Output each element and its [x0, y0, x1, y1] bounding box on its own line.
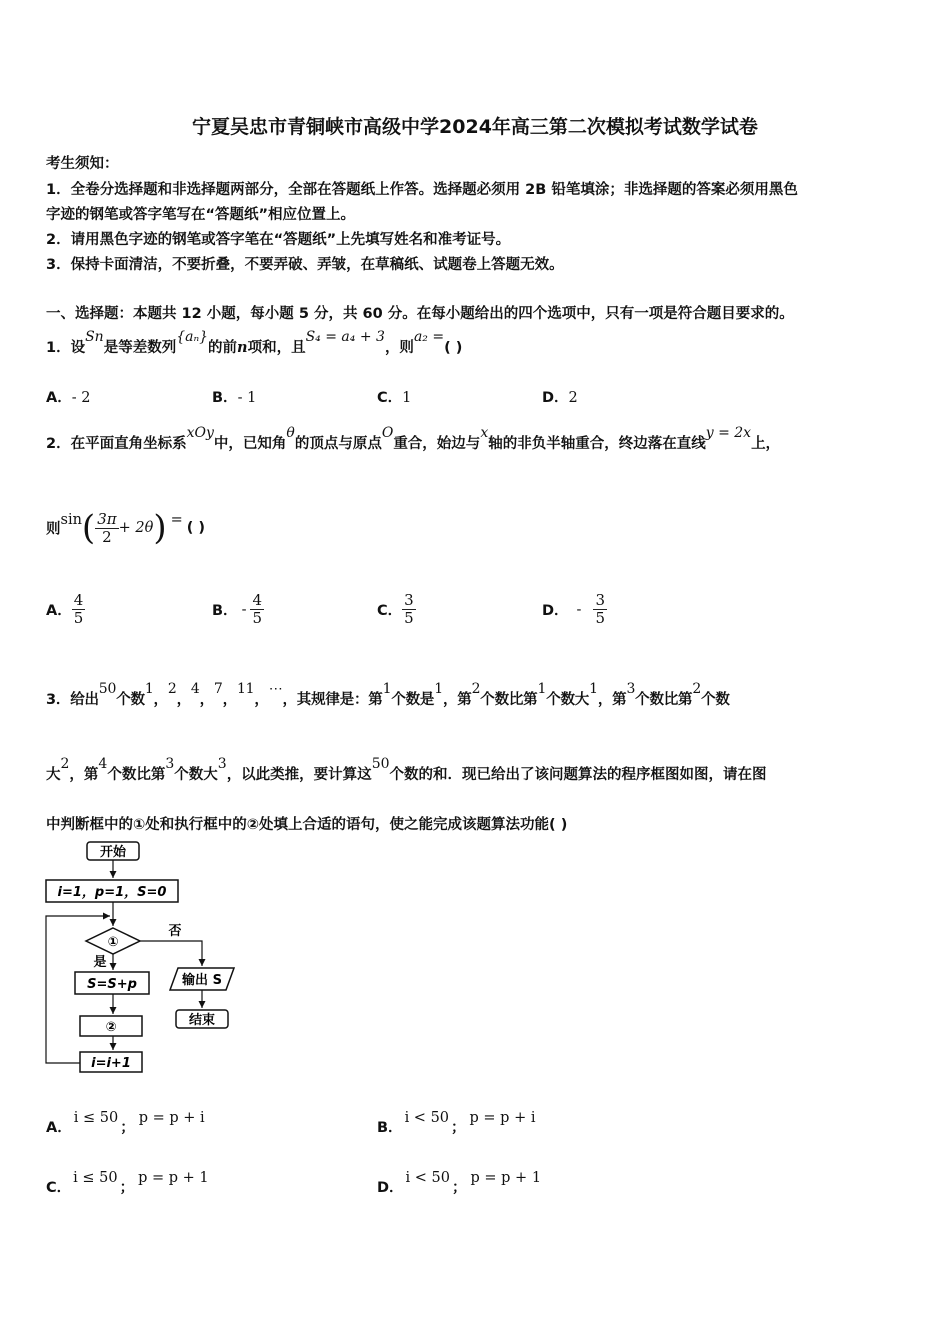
q1-equation: S₄ = a₄ + 3	[305, 329, 385, 345]
q3-number: 2	[60, 756, 70, 772]
option-label: B．	[377, 1120, 403, 1136]
q2-fraction	[95, 511, 118, 546]
q3-number: 11	[236, 681, 255, 697]
q3-text: 个数比第	[480, 692, 538, 708]
q3-option-d[interactable]	[377, 1166, 542, 1196]
option-value: - 1	[237, 390, 257, 406]
option-separator: ；	[120, 1120, 135, 1136]
q1-text: 是等差数列	[103, 340, 177, 356]
q3-option-b[interactable]	[377, 1106, 536, 1136]
flow-init-label: i=1，p=1，S=0	[57, 885, 167, 900]
option-statement: p = p + i	[138, 1110, 205, 1126]
q3-number: 7	[213, 681, 223, 697]
flow-decision-label: ①	[107, 935, 119, 950]
option-label: D．	[542, 603, 569, 619]
question-3	[46, 681, 730, 709]
fraction-numerator: 3	[595, 591, 605, 609]
q2-plus-term: + 2θ	[118, 520, 154, 536]
option-condition: i ≤ 50	[73, 1170, 118, 1186]
flow-start-label: 开始	[99, 845, 127, 860]
q2-sin: sin	[60, 512, 82, 528]
q2-x: x	[480, 425, 489, 441]
fraction-denominator: 5	[595, 609, 605, 627]
option-fraction	[250, 592, 264, 627]
q3-text: ，第	[69, 767, 99, 783]
q2-text: 则	[46, 521, 61, 538]
option-value: 1	[402, 390, 412, 406]
q2-equals: =	[170, 512, 183, 528]
option-separator: ；	[452, 1180, 467, 1196]
program-flowchart	[40, 838, 250, 1083]
flow-yes-label: 是	[93, 955, 107, 970]
q2-text: ( )	[186, 520, 206, 536]
q3-text: 3．给出	[46, 692, 99, 708]
q3-text: ，以此类推，要计算这	[226, 767, 372, 783]
q3-number: 50	[98, 681, 117, 697]
fraction-denominator: 2	[102, 527, 112, 546]
fraction-denominator: 5	[404, 609, 414, 627]
flow-sum-label: S=S+p	[87, 977, 137, 992]
q2-text: 上，	[751, 436, 781, 452]
q3-number: 3	[217, 756, 227, 772]
q3-text: 个数比第	[107, 767, 166, 783]
q2-text: 2．在平面直角坐标系	[46, 436, 187, 452]
q1-text: ，则	[384, 340, 414, 356]
flow-no-arrow	[140, 941, 202, 966]
notice-heading: 考生须知：	[46, 156, 119, 172]
q3-number: 50	[371, 756, 390, 772]
q2-line-equation: y = 2x	[705, 425, 752, 441]
q1-text: 项和，且	[247, 340, 306, 356]
option-statement: p = p + 1	[138, 1170, 209, 1186]
q3-text: 个数比第	[635, 692, 693, 708]
question-3-line-2	[46, 756, 767, 784]
option-value: - 2	[71, 390, 91, 406]
option-label: D．	[377, 1180, 404, 1196]
fraction-denominator: 5	[252, 609, 263, 627]
fraction-numerator: 3π	[97, 509, 117, 528]
q2-xoy: xOy	[186, 425, 214, 441]
q3-number: 1	[434, 681, 443, 697]
flow-step2-label: ②	[105, 1020, 117, 1035]
q1-option-b[interactable]	[212, 386, 256, 407]
option-label: C．	[46, 1180, 72, 1196]
q1-text: 的前	[208, 340, 238, 356]
q2-text: 中，已知角	[213, 436, 287, 452]
q1-text: ( )	[444, 340, 463, 356]
section-heading: 一、选择题：本题共 12 小题，每小题 5 分，共 60 分。在每小题给出的四个选项中，只有一项是符合题目要求的。	[46, 306, 794, 322]
flow-output-label: 输出 S	[182, 973, 222, 988]
q3-text: 个数是	[391, 692, 435, 708]
option-condition: i ≤ 50	[73, 1110, 119, 1126]
flow-increment-label: i=i+1	[91, 1056, 131, 1071]
q3-text: 个数	[701, 692, 730, 708]
q3-number: 3	[165, 756, 175, 772]
q3-text: ，第	[442, 692, 472, 708]
option-label: B．	[212, 603, 238, 619]
q3-option-a[interactable]	[46, 1106, 205, 1136]
q1-a2: a₂ =	[413, 329, 445, 345]
q3-text: 个数大	[174, 767, 218, 783]
q3-text: 个数	[116, 692, 145, 708]
option-label: D．	[542, 390, 569, 406]
q3-number: 3	[626, 681, 636, 697]
option-sign: -	[241, 601, 247, 618]
q3-text: ，其规律是：第	[282, 692, 383, 708]
q1-option-c[interactable]	[377, 386, 411, 407]
option-statement: p = p + i	[469, 1110, 536, 1126]
option-fraction	[593, 592, 607, 627]
option-label: B．	[212, 390, 238, 406]
q3-number: 2	[692, 681, 702, 697]
option-value: 2	[568, 390, 578, 406]
q3-text: ，	[222, 692, 237, 708]
q2-text: 的顶点与原点	[294, 436, 382, 452]
q3-text: 个数大	[546, 692, 590, 708]
left-paren-icon: (	[81, 508, 96, 548]
q3-text: 个数的和．现已给出了该问题算法的程序框图如图，请在图	[389, 767, 767, 783]
notice-item-3: 3．保持卡面清洁，不要折叠，不要弄破、弄皱，在草稿纸、试题卷上答题无效。	[46, 257, 564, 273]
q2-option-b[interactable]	[212, 592, 264, 627]
option-label: C．	[377, 390, 403, 406]
fraction-denominator: 5	[73, 609, 84, 627]
q3-text: ，	[153, 692, 168, 708]
q1-sequence: {aₙ}	[176, 329, 209, 345]
q2-option-d[interactable]	[542, 592, 607, 627]
q1-n: n	[237, 339, 248, 356]
fraction-numerator: 3	[404, 591, 414, 609]
option-label: A．	[46, 390, 72, 406]
q3-text: ，	[199, 692, 214, 708]
q3-number: 1	[589, 681, 598, 697]
option-sign: -	[576, 601, 582, 618]
q1-option-a[interactable]	[46, 386, 90, 407]
q3-text: 大	[46, 767, 61, 783]
question-3-line-3: 中判断框中的①处和执行框中的②处填上合适的语句，使之能完成该题算法功能( )	[46, 817, 568, 833]
q3-text: ，	[176, 692, 191, 708]
q3-text: ，	[254, 692, 269, 708]
option-fraction	[72, 592, 86, 627]
question-2	[46, 425, 781, 453]
q3-number: 1	[537, 681, 547, 697]
q3-number: 2	[167, 681, 177, 697]
q3-number: 4	[98, 756, 108, 772]
right-paren-icon: )	[153, 508, 167, 548]
option-statement: p = p + 1	[470, 1170, 542, 1186]
q3-number: 2	[471, 681, 481, 697]
q3-number: 1	[144, 681, 154, 697]
q3-ellipsis: ⋯	[268, 681, 283, 697]
option-label: C．	[377, 603, 403, 619]
q3-text: ，第	[597, 692, 627, 708]
q3-option-c[interactable]	[46, 1166, 209, 1196]
notice-item-2: 2．请用黑色字迹的钢笔或答字笔在“答题纸”上先填写姓名和准考证号。	[46, 232, 511, 248]
flow-no-label: 否	[168, 924, 182, 939]
notice-item-1-cont: 字迹的钢笔或答字笔写在“答题纸”相应位置上。	[46, 207, 356, 223]
q2-text: 轴的非负半轴重合，终边落在直线	[488, 436, 706, 452]
q2-text: 重合，始边与	[393, 436, 481, 452]
fraction-numerator: 4	[73, 591, 84, 609]
option-separator: ；	[119, 1180, 135, 1196]
option-label: A．	[46, 603, 72, 619]
option-label: A．	[46, 1120, 72, 1136]
flow-end-label: 结束	[188, 1013, 216, 1028]
question-2-expression	[46, 508, 205, 548]
q3-number: 1	[382, 681, 392, 697]
q2-option-c[interactable]	[377, 592, 416, 627]
q1-option-d[interactable]	[542, 386, 578, 407]
option-separator: ；	[451, 1120, 466, 1136]
notice-item-1: 1．全卷分选择题和非选择题两部分，全部在答题纸上作答。选择题必须用 2B 铅笔填涂；非选择题的答案必须用黑色	[46, 182, 798, 198]
page-title: 宁夏吴忠市青铜峡市高级中学2024年高三第二次模拟考试数学试卷	[192, 116, 758, 138]
q1-text: 1．设	[46, 340, 86, 356]
option-fraction	[402, 592, 416, 627]
q1-sn: Sn	[85, 329, 104, 345]
q2-option-a[interactable]	[46, 592, 85, 627]
fraction-numerator: 4	[252, 591, 263, 609]
option-condition: i < 50	[405, 1170, 451, 1186]
q3-number: 4	[190, 681, 200, 697]
question-1	[46, 329, 463, 357]
q2-origin: O	[381, 425, 394, 441]
q2-theta: θ	[286, 425, 295, 441]
option-condition: i < 50	[404, 1110, 450, 1126]
